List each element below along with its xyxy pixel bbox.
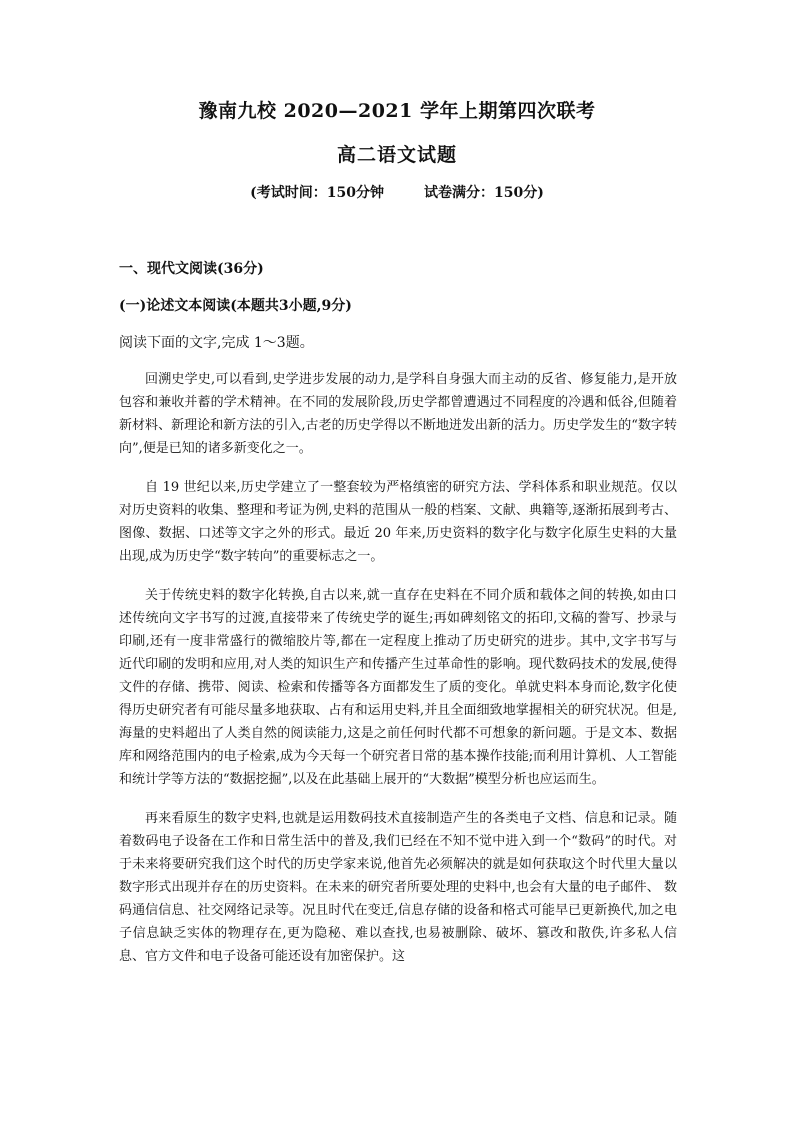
exam-title: 豫南九校 2020—2021 学年上期第四次联考 [198,100,596,122]
passage-paragraph-3: 关于传统史料的数字化转换,自古以来,就一直存在史料在不同介质和载体之间的转换,如由口述传统向文字书写的过渡,直接带来了传统史学的诞生;再如碑刻铭文的拓印,文稿的誊写、抄录与印刷,还有一度非常盛行的微缩胶片等,都在一定程度上推动了历史研究的进步。其中,文字书写与近代印刷的发明和应用,对人类的知识生产和传播产生过革命性的影响。现代数码技术的发展,使得文件的存储、携带、阅读、检索和传播等各方面都发生了质的变化。单就史料本身而论,数字化使得历史研究者有可能尽量多地获取、占有和运用史料,并且全面细致地掌握相关的研究状况。但是,海量的史料超出了人类自然的阅读能力,这是之前任何时代都不可想象的新问题。于是文本、数据库和网络范围内的电子检索,成为今天每一个研究者日常的基本操作技能;而利用计算机、人工智能和统计学等方法的“数据挖掘”,以及在此基础上展开的“大数据”模型分析也应运而生。 [119,588,677,787]
section-heading-part1: 一、现代文阅读(36分) [119,261,264,277]
exam-time: (考试时间：150分钟 [250,185,384,201]
full-score: 试卷满分：150分) [424,185,544,201]
exam-subtitle: 高二语文试题 [336,144,457,166]
exam-info [0,182,794,202]
passage-paragraph-2: 自 19 世纪以来,历史学建立了一整套较为严格缜密的研究方法、学科体系和职业规范。仅以对历史资料的收集、整理和考证为例,史料的范围从一般的档案、文献、典籍等,逐渐拓展到考古、图像、数据、口述等文字之外的形式。最近 20 年来,历史资料的数字化与数字化原生史料的大量出现,成为历史学“数字转向”的重要标志之一。 [119,480,677,564]
section-heading-argumentative: (一)论述文本阅读(本题共3小题,9分) [119,298,352,314]
passage-paragraph-1: 回溯史学史,可以看到,史学进步发展的动力,是学科自身强大而主动的反省、修复能力,是开放包容和兼收并蓄的学术精神。在不同的发展阶段,历史学都曾遭遇过不同程度的冷遇和低谷,但随着新材料、新理论和新方法的引入,古老的历史学得以不断地迸发出新的活力。历史学发生的“数字转向”,便是已知的诸多新变化之一。 [119,372,677,456]
reading-passage [119,368,677,984]
reading-instruction: 阅读下面的文字,完成 1～3题。 [119,335,314,351]
passage-paragraph-4: 再来看原生的数字史料,也就是运用数码技术直接制造产生的各类电子文档、信息和记录。随着数码电子设备在工作和日常生活中的普及,我们已经在不知不觉中进入到一个“数码”的时代。对于未来将要研究我们这个时代的历史学家来说,他首先必须解决的就是如何获取这个时代里大量以数字形式出现并存在的历史资料。在未来的研究者所要处理的史料中,也会有大量的电子邮件、 数码通信信息、社交网络记录等。况且时代在变迁,信息存储的设备和格式可能早已更新换代,加之电子信息缺乏实体的物理存在,更为隐秘、难以查找,也易被删除、破坏、篡改和散佚,许多私人信息、官方文件和电子设备可能还设有加密保护。这 [119,811,677,964]
